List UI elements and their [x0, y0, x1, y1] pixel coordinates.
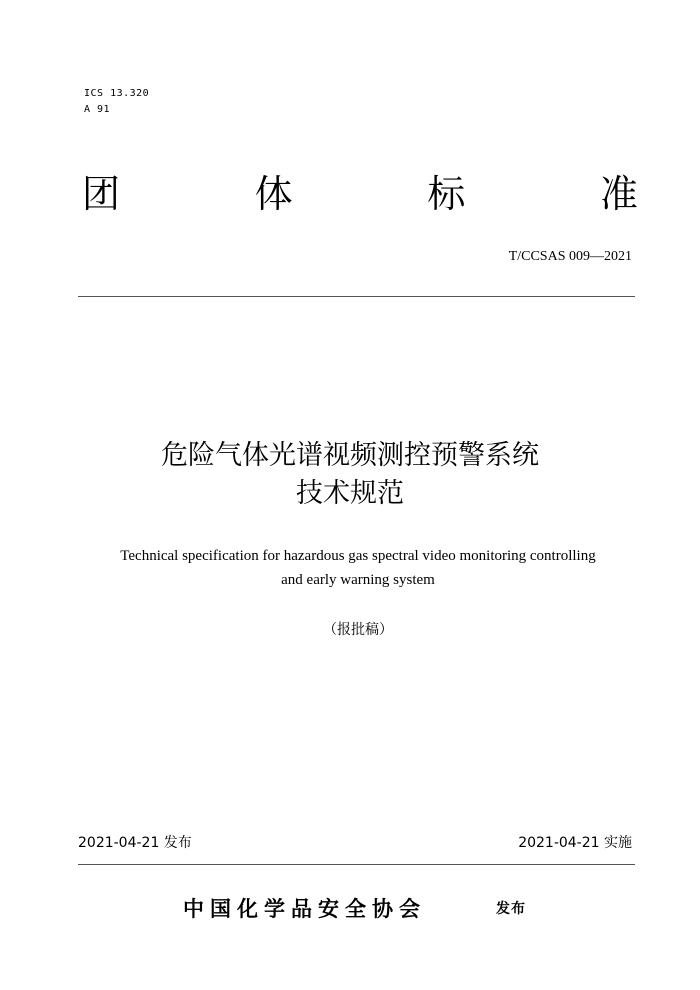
ccs-code: A 91: [84, 104, 111, 115]
english-title-line-1: Technical specification for hazardous gas spectral video monitoring controlling: [120, 548, 596, 564]
standard-type-char: 团: [82, 172, 121, 216]
standard-type-char: 标: [427, 172, 466, 216]
standard-type-char: 体: [254, 172, 293, 216]
english-title-line-2: and early warning system: [281, 572, 435, 588]
implementation-date: 2021-04-21 实施: [518, 835, 632, 851]
ics-code: ICS 13.320: [84, 88, 150, 99]
chinese-title-line-2: 技术规范: [296, 478, 404, 509]
bottom-divider: [78, 864, 635, 865]
classification-codes: [84, 86, 149, 118]
chinese-title-line-1: 危险气体光谱视频测控预警系统: [161, 440, 539, 471]
standard-number: T/CCSAS 009—2021: [508, 249, 632, 264]
publish-date: 2021-04-21 发布: [78, 835, 192, 851]
publish-label: 发布: [496, 901, 526, 917]
standard-type-heading: [82, 170, 638, 218]
publisher-name: 中国化学品安全协会: [183, 897, 426, 921]
top-divider: [78, 296, 635, 297]
draft-status: （报批稿）: [323, 622, 393, 638]
standard-type-char: 准: [599, 172, 638, 216]
